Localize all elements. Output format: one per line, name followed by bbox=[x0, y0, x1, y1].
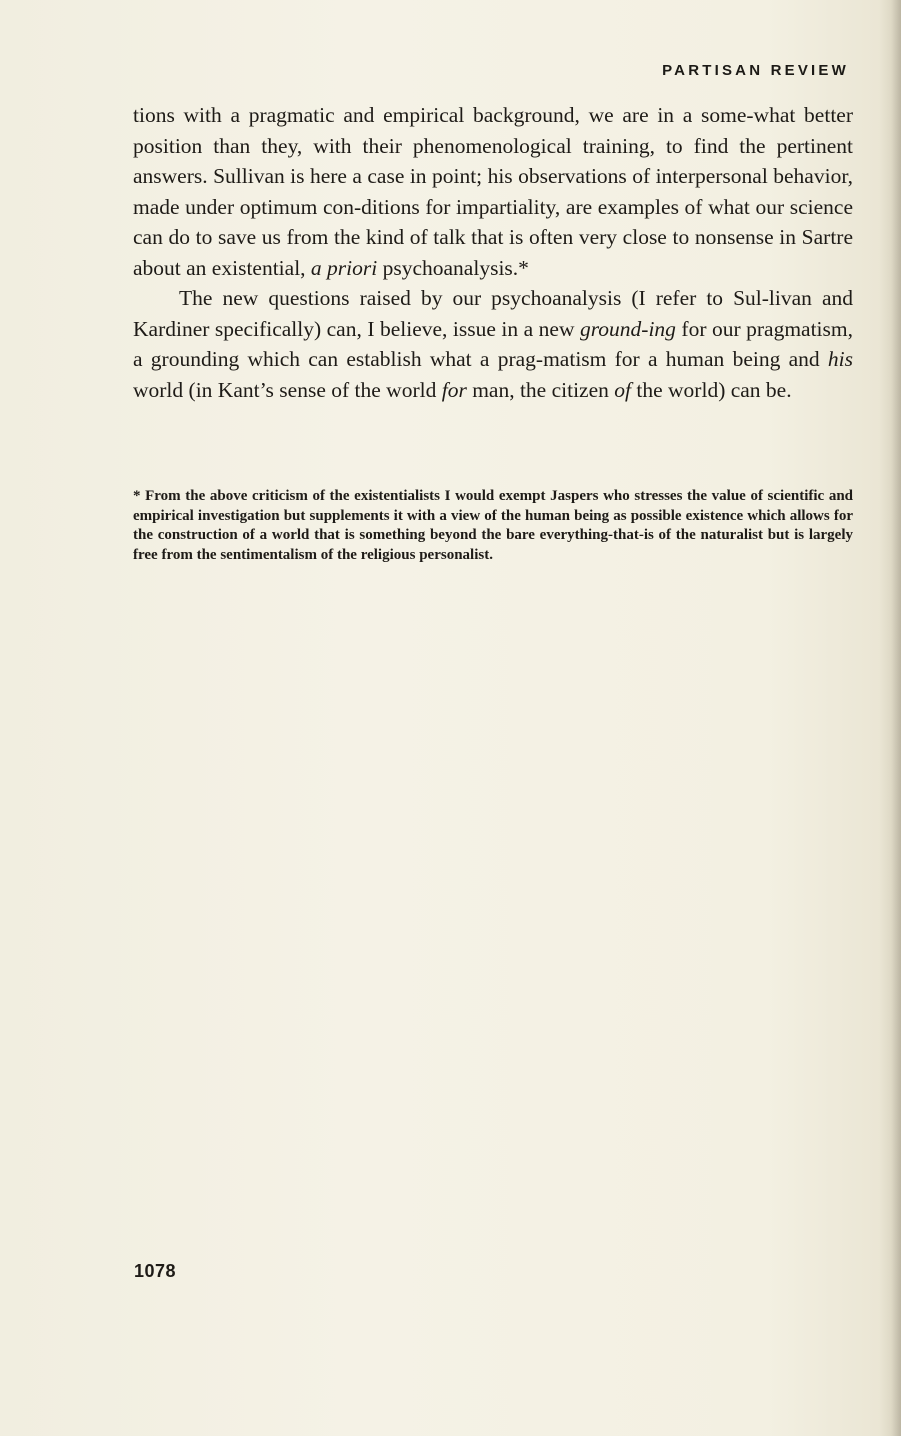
text-segment: The new questions raised by our psychoanalysis (I refer to Sul-livan and Kardiner specifically) can, I believe, issue in a new bbox=[133, 286, 853, 341]
running-head: PARTISAN REVIEW bbox=[662, 62, 849, 79]
italic-word-of: of bbox=[614, 377, 632, 402]
italic-word-grounding: ground-ing bbox=[579, 316, 676, 341]
footnote-text: From the above criticism of the existentialists I would exempt Jaspers who stresses the value of scientific and empirical investigation but supplements it with a view of the human being as possible existence which allows for the construction of a world that is something beyond the bare everything-that-is of the naturalist but is largely free from the sentimentalism of the religious personalist. bbox=[133, 488, 854, 563]
text-segment: psychoanalysis.* bbox=[377, 255, 529, 280]
footnote-marker: * bbox=[133, 488, 141, 504]
italic-word-his: his bbox=[827, 347, 853, 371]
italic-phrase-a-priori: a priori bbox=[310, 255, 378, 280]
text-segment: man, the citizen bbox=[466, 377, 615, 402]
paragraph-2 bbox=[133, 283, 853, 405]
text-segment: world (in Kant’s sense of the world bbox=[133, 377, 442, 402]
paragraph-1 bbox=[133, 100, 853, 283]
italic-word-for: for bbox=[441, 377, 467, 402]
text-segment: the world) can be. bbox=[631, 377, 792, 402]
page-number: 1078 bbox=[134, 1261, 177, 1281]
body-text bbox=[133, 100, 853, 405]
text-segment: tions with a pragmatic and empirical background, we are in a some-what better position than they, with their phenomenological training, to find the pertinent answers. Sullivan is here a case in point; his observations of interpersonal behavior, made under optimum con-ditions for impartiality, are examples of what our science can do to save us from the kind of talk that is often very close to nonsense in Sartre about an existential, bbox=[133, 103, 853, 280]
footnote bbox=[133, 487, 853, 565]
page-edge-shadow bbox=[879, 0, 901, 1436]
text-segment: for our pragmatism, a grounding which can establish what a prag-matism for a human being and bbox=[133, 316, 853, 371]
